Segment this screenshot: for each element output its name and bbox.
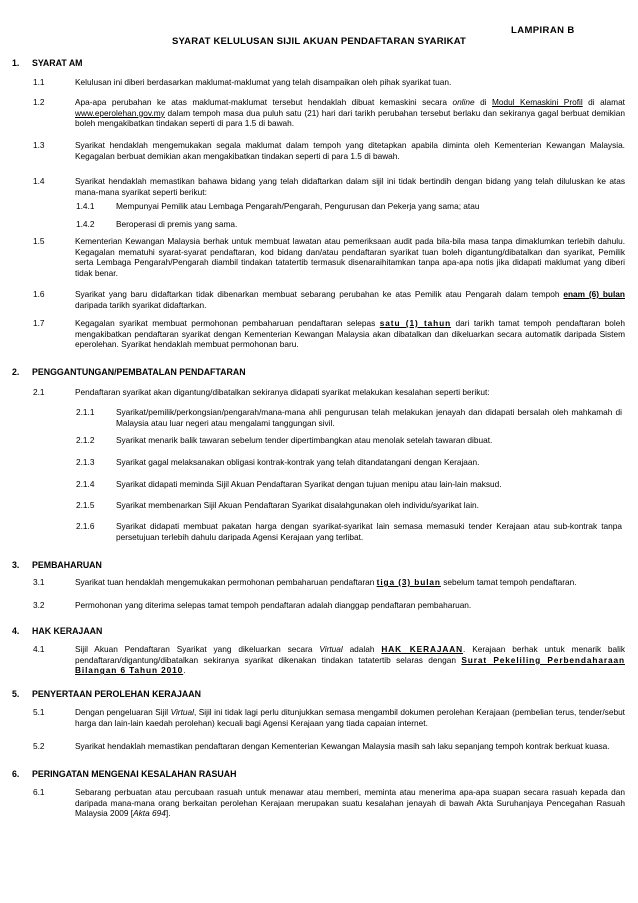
section-number: 4. <box>12 626 20 636</box>
eperolehan-url-link[interactable]: www.eperolehan.gov.my <box>75 107 165 118</box>
profile-module-link[interactable]: Modul Kemaskini Profil <box>492 97 583 107</box>
clause-3-1 <box>33 577 625 588</box>
clause-number: 1.7 <box>33 318 45 328</box>
clause-2-1-1 <box>76 407 622 428</box>
clause-number: 1.6 <box>33 289 45 299</box>
clause-3-2 <box>33 600 625 611</box>
clause-number: 1.5 <box>33 236 45 246</box>
clause-text: Kelulusan ini diberi berdasarkan maklumat-maklumat yang telah disampaikan oleh pihak syarikat tuan. <box>75 77 452 87</box>
clause-2-1-3 <box>76 457 622 468</box>
clause-5-1 <box>33 707 625 728</box>
section-number: 1. <box>12 58 20 68</box>
clause-text: Apa-apa perubahan ke atas maklumat-maklumat tersebut hendaklah dibuat kemaskini secara online di Modul Kemaskini Profil di alamat www.eperolehan.gov.my dalam tempoh masa dua puluh satu (21) hari dari tarikh perubahan tersebut berlaku dan sekiranya gagal berbuat demikian boleh mengakibatkan tindakan seperti di para 1.5 di bawah. <box>75 97 625 129</box>
clause-text: Permohonan yang diterima selepas tamat tempoh pendaftaran adalah dianggap pendaftaran pembaharuan. <box>75 600 472 610</box>
section-title: PERINGATAN MENGENAI KESALAHAN RASUAH <box>32 769 237 779</box>
clause-text: Syarikat didapati meminda Sijil Akuan Pendaftaran Syarikat dengan tujuan menipu atau lain-lain maksud. <box>116 479 502 489</box>
clause-text: Mempunyai Pemilik atau Lembaga Pengarah/Pengarah, Pengurusan dan Pekerja yang sama; atau <box>116 201 480 211</box>
clause-text: Sijil Akuan Pendaftaran Syarikat yang dikeluarkan secara Virtual adalah HAK KERAJAAN. Kerajaan berhak untuk menarik balik pendaftaran/digantung/dibatalkan sekiranya syarikat dikenakan tindakan tatatertib selaras dengan Surat Pekeliling Perbendaharaan Bilangan 6 Tahun 2010. <box>75 644 625 676</box>
clause-2-1-6 <box>76 521 622 542</box>
clause-text: Syarikat didapati membuat pakatan harga dengan syarikat-syarikat lain semasa memasuki tender Kerajaan atau sub-kontrak tanpa persetujuan terlebih dahulu daripada Agensi Kerajaan yang terlibat. <box>116 521 622 542</box>
section-title: HAK KERAJAAN <box>32 626 103 636</box>
clause-number: 2.1.1 <box>76 407 95 417</box>
clause-number: 2.1.5 <box>76 500 95 510</box>
clause-5-2 <box>33 741 625 752</box>
clause-1-1 <box>33 77 625 88</box>
clause-2-1-2 <box>76 435 622 446</box>
clause-number: 1.3 <box>33 140 45 150</box>
section-heading-3 <box>12 560 102 571</box>
clause-4-1 <box>33 644 625 676</box>
clause-number: 2.1.3 <box>76 457 95 467</box>
clause-1-2 <box>33 97 625 129</box>
clause-number: 5.2 <box>33 741 45 751</box>
clause-text: Syarikat gagal melaksanakan obligasi kontrak-kontrak yang telah ditandatangani dengan Kerajaan. <box>116 457 480 467</box>
section-heading-6 <box>12 769 236 780</box>
clause-text: Syarikat hendaklah memastikan bahawa bidang yang telah didaftarkan dalam sijil ini tidak bertindih dengan bidang yang telah diluluskan ke atas mana-mana syarikat seperti berikut: <box>75 176 625 197</box>
clause-number: 4.1 <box>33 644 45 654</box>
section-number: 2. <box>12 367 20 377</box>
clause-1-4 <box>33 176 625 197</box>
clause-1-5 <box>33 236 625 278</box>
clause-number: 1.4.2 <box>76 219 95 229</box>
clause-1-6 <box>33 289 625 310</box>
clause-number: 6.1 <box>33 787 45 797</box>
clause-text: Sebarang perbuatan atau percubaan rasuah untuk menawar atau memberi, meminta atau menerima apa-apa suapan secara rasuah kepada dan daripada mana-mana orang berkaitan perolehan Kerajaan merupakan suatu kesalahan jenayah di bawah Akta Suruhanjaya Pencegahan Rasuah Malaysia 2009 [Akta 694]. <box>75 787 625 819</box>
section-title: PENYERTAAN PEROLEHAN KERAJAAN <box>32 689 201 699</box>
clause-number: 2.1.4 <box>76 479 95 489</box>
clause-number: 1.4.1 <box>76 201 95 211</box>
clause-number: 1.2 <box>33 97 45 107</box>
clause-text: Pendaftaran syarikat akan digantung/dibatalkan sekiranya didapati syarikat melakukan kesalahan seperti berikut: <box>75 387 490 397</box>
clause-text: Kegagalan syarikat membuat permohonan pembaharuan pendaftaran selepas satu (1) tahun dari tarikh tamat tempoh pendaftaran boleh mengakibatkan pendaftaran syarikat dengan Kementerian Kewangan Malaysia akan dibatalkan dan dikeluarkan secara automatik daripada Sistem eperolehan. Syarikat hendaklah membuat permohonan baru. <box>75 318 625 350</box>
clause-text: Beroperasi di premis yang sama. <box>116 219 238 229</box>
section-heading-2 <box>12 367 246 378</box>
clause-2-1-4 <box>76 479 622 490</box>
clause-1-7 <box>33 318 625 350</box>
clause-1-3 <box>33 140 625 161</box>
clause-6-1 <box>33 787 625 819</box>
section-number: 6. <box>12 769 20 779</box>
clause-number: 3.1 <box>33 577 45 587</box>
clause-number: 1.1 <box>33 77 45 87</box>
clause-text: Syarikat menarik balik tawaran sebelum tender dipertimbangkan atau menolak setelah tawaran dibuat. <box>116 435 493 445</box>
section-title: PEMBAHARUAN <box>32 560 102 570</box>
clause-text: Syarikat yang baru didaftarkan tidak dibenarkan membuat sebarang perubahan ke atas Pemilik atau Pengarah dalam tempoh enam (6) bulan daripada tarikh syarikat didaftarkan. <box>75 289 625 310</box>
clause-number: 2.1.2 <box>76 435 95 445</box>
clause-number: 2.1 <box>33 387 45 397</box>
section-title: PENGGANTUNGAN/PEMBATALAN PENDAFTARAN <box>32 367 246 377</box>
section-title: SYARAT AM <box>32 58 83 68</box>
clause-number: 5.1 <box>33 707 45 717</box>
appendix-label: LAMPIRAN B <box>511 25 575 36</box>
clause-number: 1.4 <box>33 176 45 186</box>
clause-text: Syarikat hendaklah memastikan pendaftaran dengan Kementerian Kewangan Malaysia masih sah laku sepanjang tempoh kontrak berkuat kuasa. <box>75 741 610 751</box>
section-heading-5 <box>12 689 201 700</box>
clause-text: Syarikat tuan hendaklah mengemukakan permohonan pembaharuan pendaftaran tiga (3) bulan sebelum tamat tempoh pendaftaran. <box>75 577 577 587</box>
clause-number: 2.1.6 <box>76 521 95 531</box>
clause-text: Syarikat hendaklah mengemukakan segala maklumat dalam tempoh yang ditetapkan apabila diminta oleh Kementerian Kewangan Malaysia. Kegagalan berbuat demikian akan mengakibatkan tindakan seperti di para 1.5 di bawah. <box>75 140 625 161</box>
clause-text: Kementerian Kewangan Malaysia berhak untuk membuat lawatan atau pemeriksaan audit pada bila-bila masa tanpa dimaklumkan terlebih dahulu. Kegagalan mematuhi syarat-syarat pendaftaran, kod bidang dan/atau pendaftaran syarikat tuan boleh digantung/dibatalkan dan syarikat, Pemilik serta Lembaga Pengarah/Pengarah diambil tindakan tatatertib termasuk disenaraihitamkan tanpa apa-apa notis jika didapati maklumat yang diberi tidak benar. <box>75 236 625 278</box>
clause-1-4-2 <box>76 219 622 230</box>
clause-text: Syarikat membenarkan Sijil Akuan Pendaftaran Syarikat disalahgunakan oleh individu/syarikat lain. <box>116 500 479 510</box>
section-number: 5. <box>12 689 20 699</box>
clause-1-4-1 <box>76 201 622 212</box>
clause-text: Syarikat/pemilik/perkongsian/pengarah/mana-mana ahli pengurusan telah melakukan jenayah dan didapati bersalah oleh mahkamah di Malaysia atau luar negeri atau mengalami tanggungan sivil. <box>116 407 622 428</box>
section-number: 3. <box>12 560 20 570</box>
section-heading-4 <box>12 626 102 637</box>
document-title: SYARAT KELULUSAN SIJIL AKUAN PENDAFTARAN SYARIKAT <box>171 36 467 47</box>
clause-2-1 <box>33 387 625 398</box>
clause-text: Dengan pengeluaran Sijil Virtual, Sijil ini tidak lagi perlu ditunjukkan semasa mengambil dokumen perolehan Kerajaan (pembelian terus, tender/sebut harga dan lain-lain kaedah perolehan) kecuali bagi Agensi Kerajaan yang tiada capaian internet. <box>75 707 625 728</box>
clause-number: 3.2 <box>33 600 45 610</box>
section-heading-1 <box>12 58 83 69</box>
clause-2-1-5 <box>76 500 622 511</box>
